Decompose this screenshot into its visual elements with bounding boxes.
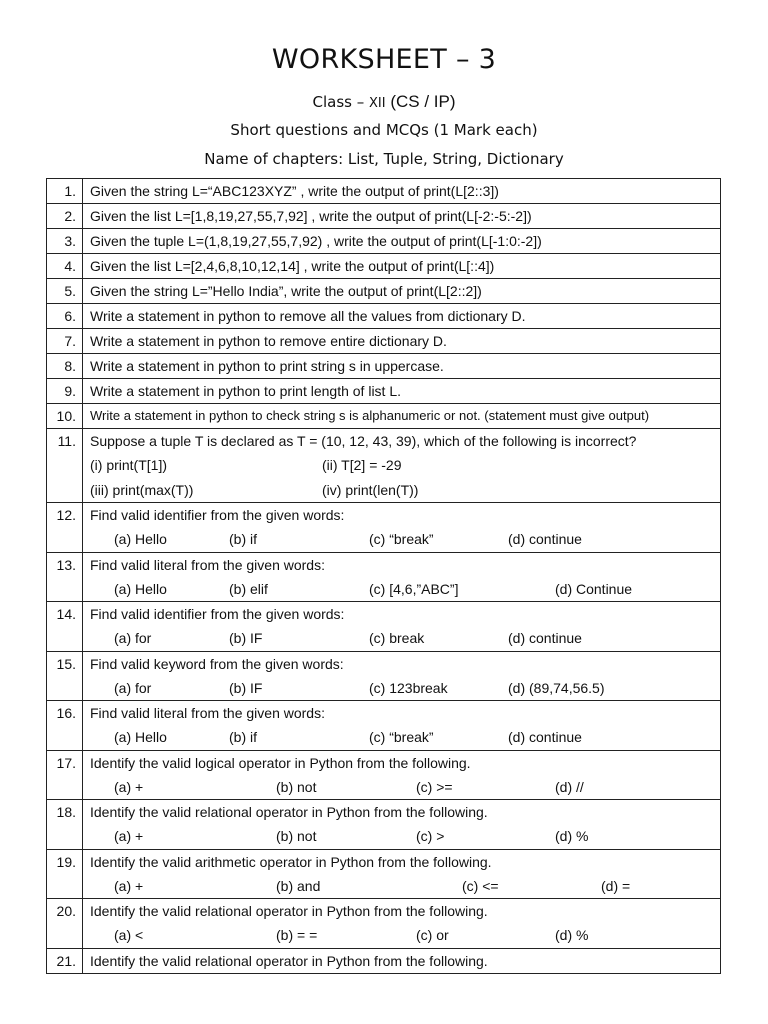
question-text: Given the list L=[2,4,6,8,10,12,14] , write the output of print(L[::4]) (90, 258, 495, 274)
question-row (47, 329, 721, 354)
question-row (47, 229, 721, 254)
question-cell (83, 602, 721, 652)
option: (c) “break” (369, 531, 434, 547)
question-row (47, 849, 721, 899)
option: (d) % (555, 828, 589, 844)
question-row (47, 651, 721, 701)
option: (c) > (416, 828, 445, 844)
question-row (47, 179, 721, 204)
question-text: Write a statement in python to remove all the values from dictionary D. (90, 308, 526, 324)
question-text: Identify the valid relational operator in Python from the following. (90, 952, 488, 969)
question-cell (83, 229, 721, 254)
question-row (47, 750, 721, 800)
question-text: Find valid keyword from the given words: (90, 655, 344, 672)
option: (a) for (114, 679, 152, 696)
question-row (47, 304, 721, 329)
question-number: 14. (47, 602, 83, 652)
option: (b) not (276, 828, 317, 844)
question-cell (83, 899, 721, 949)
question-text: Given the list L=[1,8,19,27,55,7,92] , write the output of print(L[-2:-5:-2]) (90, 208, 532, 224)
question-number: 8. (47, 354, 83, 379)
questions-table (46, 178, 721, 974)
question-text: Find valid identifier from the given words: (90, 507, 345, 523)
question-cell (83, 750, 721, 800)
question-number: 21. (47, 948, 83, 973)
class-subject: (CS / IP) (390, 92, 456, 111)
class-level: XII (368, 96, 386, 111)
question-row (47, 254, 721, 279)
question-number: 1. (47, 179, 83, 204)
options-row (90, 923, 720, 948)
question-row (47, 379, 721, 404)
question-row (47, 279, 721, 304)
options-row (90, 775, 720, 800)
question-cell (83, 354, 721, 379)
option: (iii) print(max(T)) (90, 481, 194, 498)
option: (a) Hello (114, 580, 167, 597)
option: (d) = (601, 877, 631, 894)
option: (a) Hello (114, 729, 167, 745)
question-number: 11. (47, 429, 83, 503)
option: (d) continue (508, 531, 582, 547)
option: (a) + (114, 828, 144, 844)
chapters-line: Name of chapters: List, Tuple, String, Dictionary (204, 150, 564, 168)
question-number: 19. (47, 849, 83, 899)
question-cell (83, 179, 721, 204)
option: (c) or (416, 927, 449, 943)
question-number: 12. (47, 503, 83, 553)
option: (c) <= (462, 877, 499, 894)
option: (b) if (229, 531, 257, 547)
option: (d) continue (508, 729, 582, 745)
option: (a) Hello (114, 531, 167, 547)
question-number: 20. (47, 899, 83, 949)
options-row (90, 725, 720, 750)
question-cell (83, 800, 721, 850)
option: (b) elif (229, 580, 268, 597)
question-text: Find valid literal from the given words: (90, 705, 325, 721)
option: (a) + (114, 877, 144, 894)
option: (c) “break” (369, 729, 434, 745)
question-text: Suppose a tuple T is declared as T = (10, 12, 43, 39), which of the following is incorrect? (90, 433, 637, 449)
option: (b) not (276, 778, 317, 795)
question-text: Identify the valid relational operator in Python from the following. (90, 804, 488, 820)
option: (b) and (276, 877, 321, 894)
question-text: Identify the valid relational operator in Python from the following. (90, 903, 488, 919)
question-cell (83, 948, 721, 973)
option: (a) < (114, 927, 144, 943)
question-number: 13. (47, 552, 83, 602)
options-row (90, 577, 720, 602)
class-line (0, 92, 768, 112)
option: (c) >= (416, 778, 453, 795)
question-text: Find valid literal from the given words: (90, 556, 325, 573)
question-text: Given the string L=”Hello India”, write the output of print(L[2::2]) (90, 283, 482, 299)
option: (d) % (555, 927, 589, 943)
question-cell (83, 503, 721, 553)
question-text: Given the tuple L=(1,8,19,27,55,7,92) , write the output of print(L[-1:0:-2]) (90, 233, 542, 249)
options-row (90, 676, 720, 701)
option: (iv) print(len(T)) (322, 481, 419, 498)
option: (a) for (114, 630, 152, 646)
option: (a) + (114, 778, 144, 795)
question-row (47, 701, 721, 751)
question-number: 17. (47, 750, 83, 800)
question-number: 4. (47, 254, 83, 279)
option: (ii) T[2] = -29 (322, 457, 402, 473)
options-row (90, 527, 720, 552)
question-row (47, 354, 721, 379)
question-cell (83, 329, 721, 354)
question-cell (83, 429, 721, 503)
option: (c) [4,6,”ABC”] (369, 580, 459, 597)
question-row (47, 404, 721, 429)
question-number: 5. (47, 279, 83, 304)
question-row (47, 800, 721, 850)
question-text: Write a statement in python to print string s in uppercase. (90, 358, 444, 374)
option: (b) if (229, 729, 257, 745)
question-number: 2. (47, 204, 83, 229)
question-number: 10. (47, 404, 83, 429)
question-number: 15. (47, 651, 83, 701)
option: (c) break (369, 630, 425, 646)
option: (c) 123break (369, 679, 448, 696)
option: (i) print(T[1]) (90, 457, 167, 473)
question-text: Find valid identifier from the given words: (90, 606, 345, 622)
question-row (47, 899, 721, 949)
question-cell (83, 404, 721, 429)
question-text: Write a statement in python to check string s is alphanumeric or not. (statement must give output) (90, 408, 650, 423)
options-row (90, 874, 720, 899)
question-number: 3. (47, 229, 83, 254)
question-row (47, 204, 721, 229)
option: (d) (89,74,56.5) (508, 679, 605, 696)
option: (b) IF (229, 630, 263, 646)
question-cell (83, 552, 721, 602)
question-row (47, 552, 721, 602)
questions-body (47, 179, 721, 974)
question-cell (83, 651, 721, 701)
option: (d) Continue (555, 580, 633, 597)
question-text: Given the string L=“ABC123XYZ” , write the output of print(L[2::3]) (90, 183, 499, 199)
worksheet-subtitle: Short questions and MCQs (1 Mark each) (230, 121, 538, 139)
options-row (90, 824, 720, 849)
question-cell (83, 279, 721, 304)
question-row (47, 602, 721, 652)
question-number: 6. (47, 304, 83, 329)
question-row (47, 948, 721, 973)
options-row (90, 626, 720, 651)
options-row (90, 453, 720, 478)
question-text: Identify the valid arithmetic operator in Python from the following. (90, 853, 492, 870)
question-row (47, 503, 721, 553)
question-number: 7. (47, 329, 83, 354)
question-row (47, 429, 721, 503)
option: (b) = = (276, 927, 318, 943)
class-prefix: Class – (312, 93, 369, 111)
question-cell (83, 254, 721, 279)
question-number: 16. (47, 701, 83, 751)
question-text: Write a statement in python to remove entire dictionary D. (90, 333, 447, 349)
question-text: Identify the valid logical operator in Python from the following. (90, 754, 471, 771)
question-number: 9. (47, 379, 83, 404)
question-cell (83, 701, 721, 751)
question-cell (83, 204, 721, 229)
question-cell (83, 304, 721, 329)
question-number: 18. (47, 800, 83, 850)
option: (d) continue (508, 630, 582, 646)
question-cell (83, 379, 721, 404)
option: (b) IF (229, 679, 263, 696)
option: (d) // (555, 778, 584, 795)
question-cell (83, 849, 721, 899)
question-text: Write a statement in python to print length of list L. (90, 383, 402, 399)
options-row (90, 478, 720, 503)
worksheet-title: WORKSHEET – 3 (271, 44, 497, 75)
